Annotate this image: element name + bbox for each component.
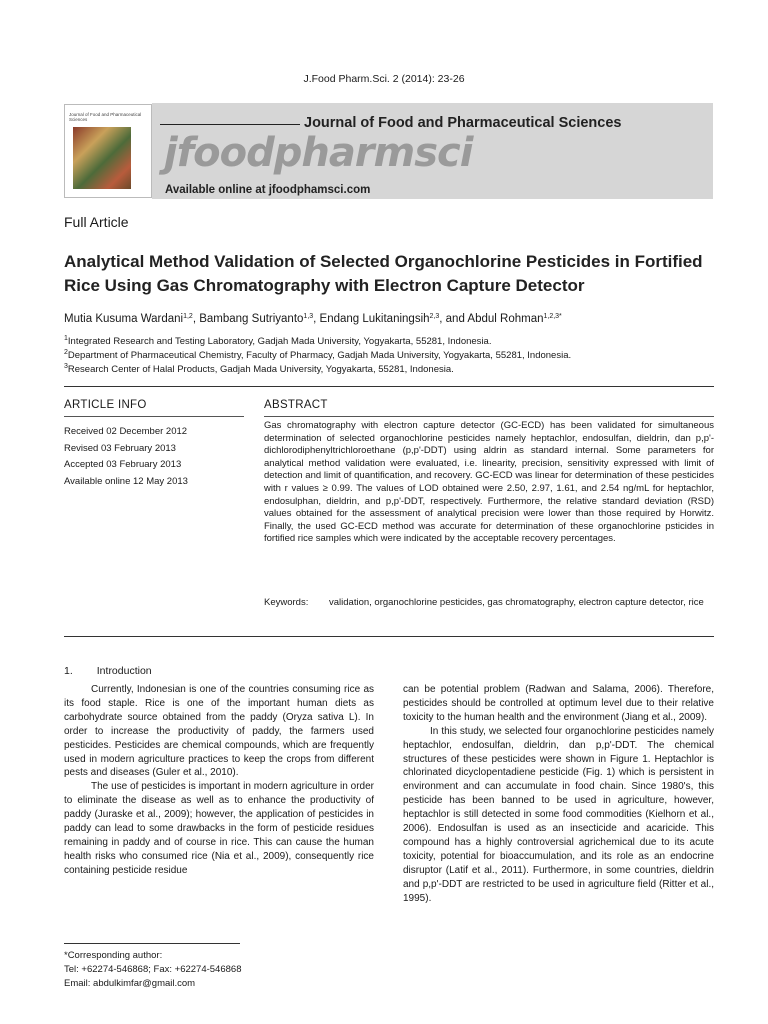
- keywords-text: validation, organochlorine pesticides, gas chromatography, electron capture detector, rice: [329, 597, 704, 608]
- section-divider: [64, 636, 714, 637]
- journal-citation: J.Food Pharm.Sci. 2 (2014): 23-26: [303, 73, 465, 85]
- article-type: Full Article: [64, 214, 129, 230]
- section-title: Introduction: [96, 665, 152, 677]
- banner-divider: [160, 124, 300, 125]
- keywords-label: Keywords:: [264, 597, 309, 608]
- affiliation-number: 2: [64, 349, 68, 356]
- corresponding-author-label: *Corresponding author:: [64, 950, 163, 961]
- footnote-rule: [64, 943, 240, 944]
- paragraph: The use of pesticides is important in modern agriculture in order to eliminate the disease as well as to enhance the productivity of paddy (Juraske et al., 2009); however, the application of pesticides in paddy can lead to some drawbacks in the form of pesticide residues remaining in paddy and of course in rice. This can cause the human health risks who consumed rice (Nia et al., 2009), consequently rice containing pesticide residue: [64, 781, 374, 876]
- accepted-date: Accepted 03 February 2013: [64, 459, 182, 470]
- affiliation-number: 3: [64, 363, 68, 370]
- section-number: 1.: [64, 665, 73, 677]
- author-superscript: 2,3: [429, 313, 440, 320]
- article-info-heading: ARTICLE INFO: [64, 399, 147, 411]
- article-info-rule: [64, 416, 244, 417]
- affiliation: [64, 349, 571, 361]
- left-column: [64, 683, 374, 878]
- paragraph: Currently, Indonesian is one of the countries consuming rice as its food staple. Rice is one of the important human diets as carbohydrate source obtained from the paddy (Oryza sativa L). In order to increase the productivity of paddy, the farmers used pesticides. Pesticides are chemical compounds, which are frequently used in modern agriculture practices to keep the crops from different pests and diseases (Guler et al., 2010).: [64, 684, 374, 779]
- journal-cover-thumbnail: [64, 104, 152, 198]
- article-title: Analytical Method Validation of Selected Organochlorine Pesticides in Fortified Rice Using Gas Chromatography with Electron Capture Detector: [64, 252, 703, 295]
- email-link[interactable]: Email: abdulkimfar@gmail.com: [64, 978, 196, 989]
- author-name: Mutia Kusuma Wardani: [64, 313, 184, 325]
- paragraph: In this study, we selected four organochlorine pesticides namely heptachlor, endosulfan, dieldrin, dan p,p'-DDT. The chemical structures of these pesticides were shown in Figure 1. Heptachlor is chlorinated dicyclopentadiene pesticide (Fig. 1) which is persistent in environment and can accumulate in food chain. Since 1980's, this pesticide has been banned to be used in agriculture, however, heptachlor is still detected in some food commodities (Kielhorn et al., 2006). Endosulfan is used as an insecticide and acaricide. This compound has a highly controversial agrichemical due to its acute toxicity, potential for bioaccumulation, and its role as an endocrine disruptor (Latif et al., 2011). Furthermore, in some countries, dieldrin and p,p'-DDT are restricted to be used in agriculture field (Ritter et al., 1995).: [403, 725, 714, 904]
- received-date: Received 02 December 2012: [64, 426, 188, 437]
- online-date: Available online 12 May 2013: [64, 475, 188, 487]
- abstract-rule: [264, 416, 714, 417]
- affiliation-number: 1: [64, 335, 68, 342]
- affiliation-text: Research Center of Halal Products, Gadjah Mada University, Yogyakarta, 55281, Indonesia.: [67, 364, 454, 375]
- author-superscript: 1,2,3*: [543, 313, 562, 320]
- journal-logo: jfoodpharmsci: [164, 130, 473, 176]
- revised-date: Revised 03 February 2013: [64, 442, 176, 454]
- affiliation: [64, 363, 454, 375]
- paragraph: can be potential problem (Radwan and Salama, 2006). Therefore, pesticides should be controlled at optimum level due to their relative toxicity to the human health and the environment (Jiang et al., 2009).: [403, 684, 714, 723]
- author-superscript: 1,3: [303, 313, 314, 320]
- affiliation: [64, 335, 491, 347]
- right-column: [403, 683, 714, 906]
- abstract-heading: ABSTRACT: [264, 399, 328, 411]
- author-name: Bambang Sutriyanto: [199, 313, 304, 325]
- section-heading-introduction: [64, 665, 152, 677]
- author-name: Endang Lukitaningsih: [319, 313, 430, 325]
- author-name: and Abdul Rohman: [445, 313, 544, 325]
- cover-title: Journal of Food and Pharmaceutical Sciences: [69, 112, 142, 122]
- affiliation-text: Integrated Research and Testing Laboratory, Gadjah Mada University, Yogyakarta, 55281, Indonesia.: [67, 336, 492, 347]
- phone-fax: Tel: +62274-546868; Fax: +62274-546868: [64, 964, 242, 975]
- available-online-link[interactable]: Available online at jfoodphamsci.com: [165, 184, 371, 196]
- article-dates: [64, 424, 188, 490]
- affiliation-text: Department of Pharmaceutical Chemistry, Faculty of Pharmacy, Gadjah Mada University, Yogyakarta, 55281, Indonesia.: [67, 350, 572, 361]
- author-list: Mutia Kusuma Wardani$^{1,2}$, Bambang Sutriyanto$^{1,3}$, Endang Lukitaningsih$^{2,3}$, and Abdul Rohman$^{1,2,3*}$: [64, 313, 562, 325]
- abstract-text: Gas chromatography with electron capture detector (GC-ECD) has been validated for simultaneous determination of selected organochlorine pesticides namely heptachlor, endosulfan, dieldrin, dan p,p'- dichlorodiphenyltrichloroethane (p,p'-DDT) using aldrin as standard internal. Some parameters for analytical method validation were evaluated, i.e. linearity, precision, sensitivity expressed with limit of detection and limit of quantification, and recovery. GC-ECD was linear for determination of these pesticides with r values ≥ 0.99. The values of LOD obtained were 2.50, 2.97, 1.61, and 2.54 ng/mL for heptachlor, endosulphan, dieldrin, and p,p'-DDT, respectively. Furthermore, the relative standard deviation (RSD) values obtained for the assessment of analytical precision were lower than those required by Horwitz. Finally, the used GC-ECD method was accurate for determination of these organochlorine psticides in fortified rice samples which were indicated by the acceptable recovery percentages.: [264, 420, 714, 545]
- cover-food-image: [73, 127, 131, 189]
- journal-name: Journal of Food and Pharmaceutical Sciences: [304, 115, 622, 131]
- author-superscript: 1,2: [183, 313, 193, 320]
- section-divider: [64, 386, 714, 387]
